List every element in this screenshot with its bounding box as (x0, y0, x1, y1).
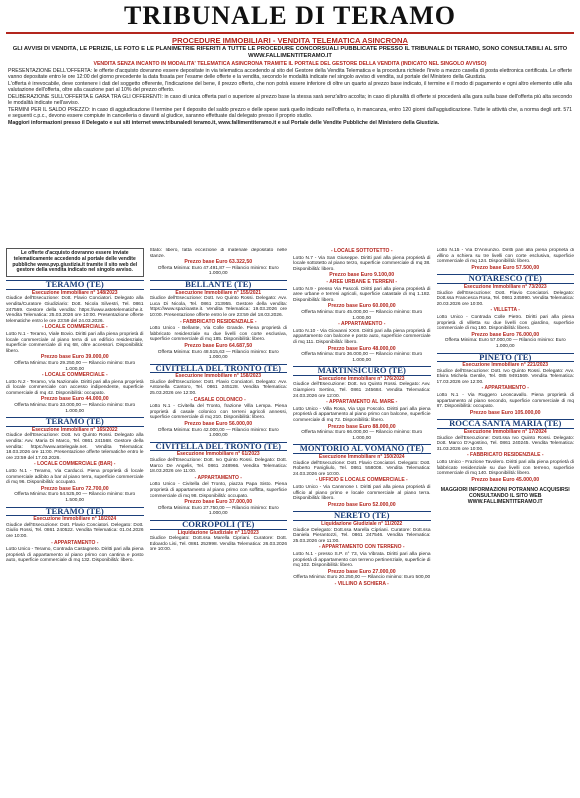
city-heading: BELLANTE (TE) (150, 280, 288, 290)
property-type-heading: - CASALE COLONICO - (190, 396, 246, 403)
base-price: Prezzo base Euro 39.000,00 (40, 354, 109, 361)
offer-values: Offerta Minima: Euro 27.750,00 — Rilancio minimo: Euro 1.000,00 (157, 505, 279, 517)
column-3 (293, 248, 431, 792)
property-type-heading: - APPARTAMENTO - (194, 474, 242, 481)
intro-paragraph-1: PRESENTAZIONE DELL'OFFERTA: le offerte d'acquisto dovranno essere depositate in via telematica accedendo al sito del Gestore della Vendita Telematica e la procedura richiede l'invio a mezzo casella di posta elettronica certificata. Le offerte vanno depositate entro le ore 12:00 del giorno precedente la data fissata per l'esame delle offerte e la vendita, secondo le modalità indicate nel singolo avviso di vendita, sul portale del Ministero della Giustizia. (8, 68, 572, 81)
procedure-header: Liquidazione Giudiziale n° 11/2023 (177, 529, 259, 536)
property-type-heading: - VILLETTA - (490, 307, 520, 314)
lot-description: Giudice dell'Esecuzione: Dott. Ivo Quinto Rossi. Delegato alla vendita: Avv. Maria Di Marco, Tel. 0861 241568. Gestore della vendita: https://www.astelegale.net. Vendita Telematica: 18.03.2026 ore 11:00. Presentazione offerte telematiche entro le ore 23:59 del 17.03.2026. (6, 433, 144, 461)
offer-values: Offerta Minima: Euro 48.515,63 — Rilancio minimo: Euro 1.000,00 (157, 349, 279, 361)
city-heading: CIVITELLA DEL TRONTO (TE) (150, 442, 288, 452)
offer-values: Offerta Minima: Euro 42.000,00 — Rilancio minimo: Euro 1.000,00 (157, 427, 279, 439)
property-type-heading: - APPARTAMENTO - (338, 321, 386, 328)
base-price: Prezzo base Euro 52.000,00 (327, 501, 396, 508)
offer-values: Offerta Minima: Euro 33.000,00 — Rilancio minimo: Euro 1.000,00 (14, 403, 136, 414)
base-price: Prezzo base Euro 9.100,00 (329, 272, 395, 279)
lot-description: Stato: libero, fatta eccezione di materiale depositato nelle stanze. (149, 248, 287, 259)
base-price: Prezzo base Euro 56.000,00 (184, 421, 253, 428)
lot-description: Lotto N.1 - Teramo, Via Carducci. Piena proprietà di locale commerciale adibito a bar al piano terra, superficie commerciale di mq 96. Disponibilità: occupato. (6, 469, 144, 486)
column-1 (6, 248, 144, 792)
intro-paragraph-5: Maggiori informazioni presso il Delegato e sui siti internet www.tribunaledi teramo.it, www.fallimentiteramo.it e sul Portale delle Vendite Pubbliche del Ministero della Giustizia. (8, 120, 440, 127)
city-heading: MARTINSICURO (TE) (293, 366, 431, 376)
city-heading: CORROPOLI (TE) (150, 520, 288, 530)
property-type-heading: - APPARTAMENTO - (51, 539, 99, 546)
base-price: Prezzo base Euro 48.000,00 (327, 345, 396, 352)
city-heading: CIVITELLA DEL TRONTO (TE) (150, 364, 288, 374)
lot-description: Lotto N.1 - Via Ruggero Leoncavallo. Piena proprietà di appartamento al piano secondo, superficie commerciale di mq 87. Disponibilità: occupato. (436, 393, 574, 410)
intro-paragraph-3: DELIBERAZIONE SULL'OFFERTA E GARA TRA GLI OFFERENTI: in caso di unica offerta pari o superiore al prezzo base la stessa sarà senz'altro accolta; in caso di pluralità di offerte si procederà alla gara sulla base dell'offerta più alta secondo le modalità indicate nell'avviso. (8, 94, 572, 107)
column-4 (437, 248, 575, 792)
lot-description: Lotto N.7 - Via San Giuseppe. Diritti pari alla piena proprietà di locale sottotetto al piano terzo, superficie commerciale di mq 38. Disponibilità: libero. (293, 255, 431, 272)
footer-note: MAGGIORI INFORMAZIONI POTRANNO ACQUISIRSI CONSULTANDO IL SITO WEB WWW.FALLIMENTITERAMO.IT (440, 487, 570, 506)
procedure-header: Esecuzione Immobiliare n° 221/2023 (462, 362, 549, 369)
intro-paragraph-4: TERMINI PER IL SALDO PREZZO: in caso di aggiudicazione il termine per il deposito del saldo prezzo e delle spese sarà quello indicato nell'offerta o, in mancanza, entro 120 giorni dall'aggiudicazione. Tutte le attività che, a norma degli artt. 571 e seguenti c.p.c., devono essere compiute in cancelleria o davanti al giudice, saranno effettuate dal delegato presso il proprio studio. (8, 107, 572, 120)
procedure-header: Esecuzione Immobiliare n° 176/2023 (318, 375, 405, 382)
offer-values: Offerta Minima: Euro 36.000,00 — Rilancio minimo: Euro 1.000,00 (301, 352, 423, 363)
lot-description: Giudice dell'Esecuzione: Dott. Ivo Quinto Rossi. Delegato: Dott. Marco De Angelis, Tel. 0861 248966. Vendita Telematica: 18.03.2026 ore 11:00. (149, 458, 287, 475)
lot-description: Lotto Unico - Via Cannnone I. Diritti pari alla piena proprietà di ufficio al piano primo e locale commerciale al piano terra. Disponibilità: libero. (293, 484, 431, 502)
intro-red-heading: VENDITA SENZA INCANTO IN MODALITA' TELEMATICA ASINCRONA TRAMITE IL PORTALE DEL GESTORE DELLA VENDITA (INDICATO NEL SINGOLO AVVISO) (93, 61, 487, 68)
base-price: Prezzo base Euro 37.000,00 (184, 499, 253, 506)
procedure-header: Esecuzione Immobiliare n° 148/2023 (31, 289, 118, 296)
base-price: Prezzo base Euro 60.000,00 (327, 303, 396, 310)
lot-description: Giudice dell'Esecuzione: Dott.ssa Ivo Quinto Rossi. Delegato: Dott. Marco D'Agostino, Tel. 0861 240245. Vendita Telematica: 31.03.2026 ore 10:00. (436, 435, 574, 452)
base-price: Prezzo base Euro 64.687,50 (184, 342, 253, 349)
lot-description: Lotto Unico - Bellante, Via Colle Grande. Piena proprietà di fabbricato residenziale su due livelli con corte esclusiva, superficie commerciale di mq 185. Disponibilità: libero. (149, 326, 287, 343)
procedure-header: Esecuzione Immobiliare n° 18/2024 (33, 516, 117, 523)
procedure-header: Esecuzione Immobiliare n° 158/2023 (175, 373, 262, 380)
lot-description: Lotto N.15 - Via D'Annunzio. Diritti pari alla piena proprietà di villino a schiera su tre livelli con corte esclusiva, superficie commerciale di mq 124. Disponibilità: libero. (436, 248, 574, 265)
base-price: Prezzo base Euro 45.000,00 (471, 476, 540, 483)
lot-description: Giudice dell'Esecuzione: Dott. Ivo Quinto Rossi. Delegato: Avv. Elvira Michela Gentile, Tel. 085 9491569. Vendita Telematica: 17.03.2026 ore 12:00. (436, 368, 574, 385)
property-type-heading: - LOCALE COMMERCIALE - (41, 372, 108, 379)
property-type-heading: - APPARTAMENTO AL MARE - (326, 399, 398, 406)
lot-description: Giudice Delegato: Dott.ssa Marella Cipriani. Curatore: Dott. Edoardo Lisi, Tel. 0861 252998. Vendita Telematica: 26.03.2026 ore 10:00. (149, 536, 287, 553)
procedure-header: Esecuzione Immobiliare n° 73/2023 (463, 283, 547, 290)
offer-values: Offerta Minima: Euro 57.000,00 — Rilancio minimo: Euro 1.000,00 (444, 338, 566, 349)
city-heading: PINETO (TE) (437, 353, 575, 363)
procedure-header: Esecuzione Immobiliare n° 61/2023 (176, 451, 260, 458)
lot-description: Giudice dell'Esecuzione: Dott. Flavio Conciatori. Delegato: Dott. Giulio Rossi, Tel. 0861 240522. Vendita Telematica: 01.04.2026 ore 10:00. (6, 522, 144, 539)
property-type-heading: - LOCALE COMMERCIALE - (41, 324, 108, 331)
lot-description: Lotto Unico - Villa Rosa, Via Ugo Foscolo. Diritti pari alla piena proprietà di appartamento al piano primo con balcone, superficie commerciale di mq 72. Disponibilità: libero. (293, 406, 431, 424)
property-type-heading: - VILLINO A SCHIERA - (334, 580, 389, 587)
offer-values: Offerta Minima: Euro 54.525,00 — Rilancio minimo: Euro 1.500,00 (14, 492, 136, 503)
lot-description: Giudice dell'Esecuzione: Dott. Ivo Quinto Rossi. Delegato: Avv. Luca Di Nicola, Tel. 0861 213955. Gestore della vendita: https://www.spazioaste.it. Vendita Telematica: 19.03.2026 ore 10:00. Presentazione offerte entro le ore 23:59 del 18.03.2026. (149, 296, 287, 318)
city-heading: TERAMO (TE) (6, 280, 144, 290)
property-type-heading: - UFFICIO E LOCALE COMMERCIALE - (315, 477, 408, 484)
property-type-heading: - FABBRICATO RESIDENZIALE - (180, 318, 257, 325)
page-title: TRIBUNALE DI TERAMO (123, 1, 456, 30)
base-price: Prezzo base Euro 76.000,00 (471, 331, 540, 338)
lot-description: Lotto Unico - Frazione Tavolero. Diritti pari alla piena proprietà di fabbricato residenziale su due livelli con terreno, superficie commerciale di mq 140. Disponibilità: libero. (436, 460, 574, 477)
procedure-header: Esecuzione Immobiliare n° 155/2021 (175, 289, 262, 296)
city-heading: MONTORIO AL VOMANO (TE) (293, 444, 431, 454)
property-type-heading: - LOCALE SOTTOTETTO - (331, 248, 393, 254)
lot-description: Giudice dell'Esecuzione: Dott. Ivo Quinto Rossi. Delegato: Avv. Giampiero Sertino, Tel. 0861 245684. Vendita Telematica: 24.03.2026 ore 12:00. (293, 382, 431, 399)
lot-description: Giudice dell'Esecuzione: Dott. Flavio Conciatori. Delegato: Avv. Antonella Cantoro, Tel. 0861 245128. Vendita Telematica: 25.03.2026 ore 12:00. (149, 379, 287, 397)
column-2 (150, 248, 288, 792)
lot-description: Lotto Unico - Teramo, Contrada Castagneto. Diritti pari alla piena proprietà di appartamento al piano primo con cantina e posto auto, superficie commerciale di mq 132. Disponibilità: libero. (6, 547, 144, 564)
intro-paragraph-2: L'offerta è irrevocabile, deve contenere i dati del soggetto offerente, l'indicazione del bene, il prezzo offerto, che non potrà essere inferiore di oltre un quarto al prezzo base indicato, il termine e il modo di pagamento e ogni altro elemento utile alla valutazione dell'offerta, oltre alla cauzione pari al 10% del prezzo offerto. (8, 81, 572, 94)
lot-description: Lotto N.1 - Civitella del Tronto, frazione Villa Lempa. Piena proprietà di casale colonico con terreni agricoli annessi, superficie commerciale di mq 210. Disponibilità: libero. (149, 404, 287, 421)
base-price: Prezzo base Euro 63.322,50 (184, 259, 253, 266)
procedure-header: Esecuzione Immobiliare n° 17/2024 (463, 429, 547, 436)
procedure-header: Liquidazione Giudiziale n° 11/2022 (321, 520, 403, 527)
offer-values: Offerta Minima: Euro 20.250,00 — Rilancio minimo: Euro 500,00 (293, 575, 431, 581)
property-type-heading: - AREE URBANE E TERRENI - (326, 278, 398, 285)
procedure-header: Esecuzione Immobiliare n° 150/2024 (318, 454, 405, 460)
lot-description: Lotto N.2 - Teramo, Via Nazionale. Diritti pari alla piena proprietà di locale commerciale con accesso indipendente, superficie commerciale di mq 42. Disponibilità: occupato. (6, 379, 144, 396)
lot-description: Giudice dell'Esecuzione: Dott. Flavio Conciatori. Delegato alla vendita/Curatore Giudiziario: Dott. Nicola Silvestri, Tel. 0861 247569. Gestore della vendita: https://www.astetelematiche.it. Vendita Telematica: 25.03.2026 ore 10:00. Presentazione offerte telematiche entro le ore 23:59 del 24.03.2026. (6, 296, 144, 324)
base-price: Prezzo base Euro 72.700,00 (40, 485, 109, 492)
offer-values: Offerta Minima: Euro 45.000,00 — Rilancio minimo: Euro 1.000,00 (301, 309, 423, 321)
lot-description: Giudice dell'Esecuzione: Dott. Flavio Conciatori. Delegato: Dott.ssa Francesca Rosa, Tel. 0861 245990. Vendita Telematica: 20.03.2026 ore 10:00. (436, 290, 574, 307)
offer-values: Offerta Minima: Euro 29.250,00 — Rilancio minimo: Euro 1.000,00 (14, 360, 136, 372)
lot-description: Lotto N.1 - presso S.P. n° 73, Via Vibrata. Diritti pari alla piena proprietà di appartamento con terreno pertinenziale, superficie di mq 102. Disponibilità: libero. (293, 551, 431, 569)
lot-description: Lotto Unico - Civitella del Tronto, piazza Papa Sisto. Piena proprietà di appartamento al piano primo con soffitta, superficie commerciale di mq 98. Disponibilità: occupato. (149, 482, 287, 499)
subtitle: PROCEDURE IMMOBILIARI - VENDITA TELEMATICA ASINCRONA (172, 36, 408, 45)
city-heading: NERETO (TE) (293, 511, 431, 521)
offer-values: Offerta Minima: Euro 47.491,87 — Rilancio minimo: Euro 1.000,00 (157, 265, 279, 277)
lot-description: Lotto N.9 - presso Via Pascoli. Diritti pari alla piena proprietà di aree urbane e terreni agricoli, superficie catastale di mq 1.182. Disponibilità: libero. (293, 286, 431, 303)
masthead (6, 0, 574, 34)
intro-lead: GLI AVVISI DI VENDITA, LE PERIZIE, LE FOTO E LE PLANIMETRIE RIFERITI A TUTTE LE PROCEDURE CONCORSUALI PUBBLICATE PRESSO IL TRIBUNALE DI TERAMO, SONO CONSULTABILI AL SITO WWW.FALLIMENTITERAMO.IT (12, 46, 568, 59)
property-type-heading: - APPARTAMENTO CON TERRENO - (318, 544, 405, 551)
offer-values: Offerta Minima: Euro 66.000,00 — Rilancio minimo: Euro 1.000,00 (301, 430, 423, 441)
lot-description: Lotto N.10 - Via Giovanni XXIII. Diritti pari alla piena proprietà di appartamento con balcone e posto auto, superficie commerciale di mq 111. Disponibilità: libero. (293, 328, 431, 345)
base-price: Prezzo base Euro 88.000,00 (327, 423, 396, 430)
lot-description: Giudice Delegato: Dott.ssa Marella Cipriani. Curatore: Dott.ssa Daniela Pierantozzi, Tel. 0861 247546. Vendita Telematica: 25.03.2026 ore 11:00. (293, 527, 431, 544)
city-heading: NOTARESCO (TE) (437, 274, 575, 284)
property-type-heading: - FABBRICATO RESIDENZIALE - (467, 452, 544, 459)
lot-description: Lotto Unico - Contrada Colle Pietro. Diritti pari alla piena proprietà di villetta su due livelli con giardino, superficie commerciale di mq 160. Disponibilità: libero. (436, 314, 574, 332)
property-type-heading: - APPARTAMENTO - (481, 385, 529, 392)
listing-columns (6, 248, 574, 792)
lot-description: Lotto N.1 - Teramo, Viale Bovio. Diritti pari alla piena proprietà di locale commerciale al piano terra di un edificio residenziale, superficie commerciale di mq 68, oltre accessori. Disponibilità: libero. (6, 331, 144, 354)
base-price: Prezzo base Euro 44.000,00 (40, 396, 109, 403)
procedure-header: Esecuzione Immobiliare n° 165/2022 (31, 426, 118, 433)
base-price: Prezzo base Euro 57.500,00 (471, 264, 540, 271)
base-price: Prezzo base Euro 105.000,00 (469, 409, 541, 416)
lot-description: Giudice dell'Esecuzione: Dott. Flavio Conciatori. Delegato: Dott. Roberto Fanigliulo, Tel. 0861 558008. Vendita Telematica: 24.03.2026 ore 10:00. (293, 460, 431, 477)
city-heading: ROCCA SANTA MARIA (TE) (437, 419, 575, 429)
base-price: Prezzo base Euro 27.000,00 (327, 568, 396, 575)
notice-box: Le offerte d'acquisto dovranno essere inviate telematicamente accedendo al portale delle vendite pubbliche www.pvp.giustizia.it tramite il sito web del gestore della vendita indicato nel singolo avviso. (6, 248, 144, 277)
city-heading: TERAMO (TE) (6, 507, 144, 517)
city-heading: TERAMO (TE) (6, 417, 144, 427)
property-type-heading: - LOCALE COMMERCIALE (BAR) - (34, 461, 116, 468)
intro-block (8, 46, 572, 126)
